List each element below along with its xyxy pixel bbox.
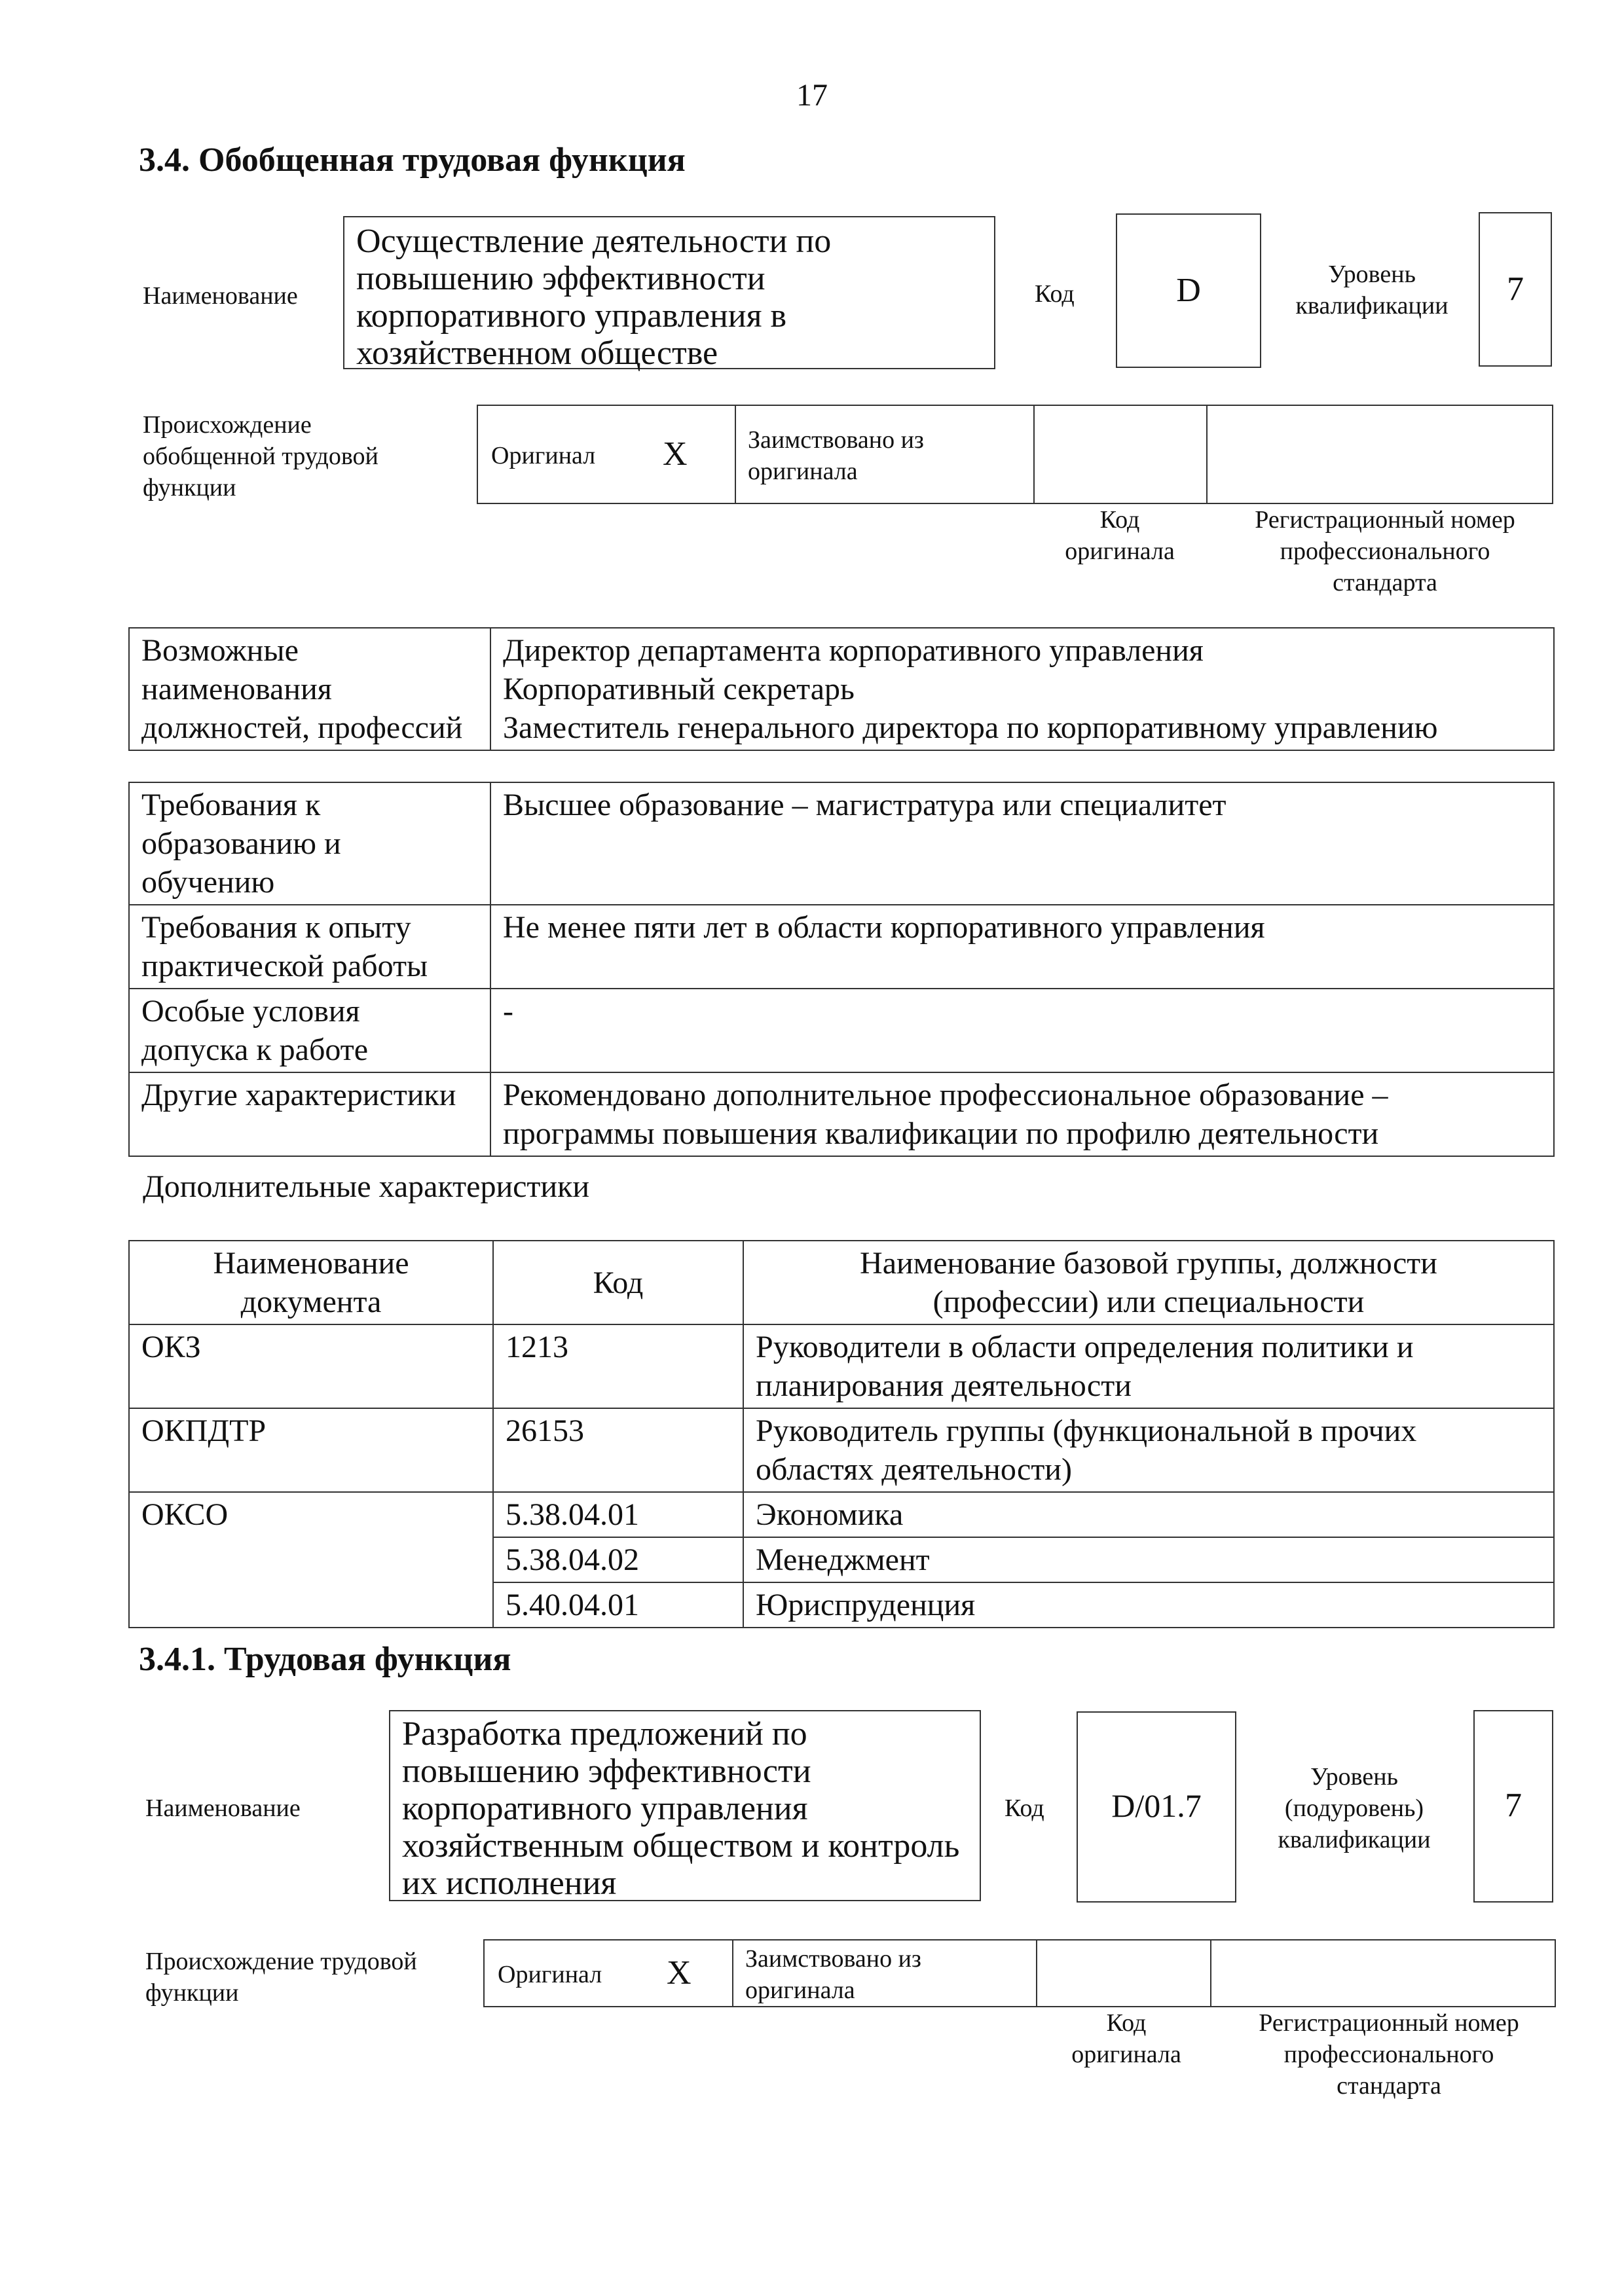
requirements-table <box>128 782 1555 1157</box>
function-name-line: повышению эффективности <box>356 260 766 297</box>
function-name-box <box>343 216 995 372</box>
original-mark: X <box>663 435 688 473</box>
value-line: Высшее образование – магистратура или специалитет <box>503 788 1227 822</box>
header-line: Наименование <box>213 1246 409 1281</box>
caption-line: Регистрационный номер <box>1259 2009 1519 2037</box>
table-row <box>129 1492 1554 1537</box>
label-line: образованию и <box>141 826 341 861</box>
name-line: Руководитель группы (функциональной в прочих <box>756 1413 1417 1448</box>
table-row <box>129 989 1554 1072</box>
caption-line: Код <box>1106 2009 1147 2037</box>
additional-table <box>128 1240 1555 1628</box>
level-label-line: Уровень <box>1328 261 1416 288</box>
table-row <box>129 1408 1554 1492</box>
header-code: Код <box>493 1241 743 1324</box>
original-mark: X <box>667 1954 692 1992</box>
table-header-row <box>129 1241 1554 1324</box>
name-label: Наименование <box>143 282 298 310</box>
position-item: Корпоративный секретарь <box>503 672 855 706</box>
caption-line: стандарта <box>1333 569 1437 596</box>
caption-line: оригинала <box>1071 2041 1181 2068</box>
level-label-line: Уровень <box>1310 1763 1398 1791</box>
sub-function-name-box <box>389 1710 981 1901</box>
sub-reg-number-caption <box>1222 2007 1556 2102</box>
positions-label <box>129 628 490 750</box>
borrowed-line: оригинала <box>748 458 858 485</box>
code-original-caption <box>1035 504 1205 567</box>
code-original-cell <box>1036 1941 1211 2006</box>
doc-cell: ОКЗ <box>129 1324 493 1408</box>
requirement-label <box>129 905 490 989</box>
sub-level-label <box>1256 1761 1452 1855</box>
original-label: Оригинал <box>498 1961 602 1988</box>
original-cell <box>478 406 736 503</box>
requirement-label <box>129 989 490 1072</box>
origin-label-line: Происхождение <box>143 411 312 439</box>
position-item: Директор департамента корпоративного управления <box>503 633 1204 668</box>
origin-label-line: функции <box>143 474 236 501</box>
value-line: - <box>503 994 513 1029</box>
label-line: Возможные <box>141 633 299 668</box>
code-value: D <box>1116 213 1261 368</box>
table-row <box>129 905 1554 989</box>
subsection-heading: 3.4.1. Трудовая функция <box>139 1641 511 1678</box>
caption-line: оригинала <box>1065 538 1175 565</box>
sub-code-label: Код <box>1005 1795 1044 1822</box>
sub-function-name-line: повышению эффективности <box>402 1753 811 1790</box>
code-original-cell <box>1033 406 1208 503</box>
level-label-line: квалификации <box>1295 292 1449 319</box>
label-line: Требования к опыту <box>141 910 411 945</box>
header-line: (профессии) или специальности <box>932 1285 1365 1319</box>
value-line: программы повышения квалификации по профилю деятельности <box>503 1116 1379 1151</box>
requirement-value <box>490 905 1554 989</box>
sub-function-name-line: хозяйственным обществом и контроль <box>402 1827 960 1865</box>
original-label: Оригинал <box>491 442 596 469</box>
code-cell: 26153 <box>493 1408 743 1492</box>
sub-name-label: Наименование <box>145 1795 301 1822</box>
value-line: Не менее пяти лет в области корпоративного управления <box>503 910 1265 945</box>
borrowed-line: оригинала <box>745 1977 855 2004</box>
label-line: должностей, профессий <box>141 710 463 745</box>
caption-line: профессионального <box>1280 538 1490 565</box>
value-line: Рекомендовано дополнительное профессиональное образование – <box>503 1078 1388 1112</box>
origin-box <box>477 405 1553 504</box>
label-line: практической работы <box>141 949 428 983</box>
label-line: обучению <box>141 865 275 900</box>
function-name-line: хозяйственном обществе <box>356 335 718 372</box>
section-heading: 3.4. Обобщенная трудовая функция <box>139 141 686 179</box>
requirement-label <box>129 782 490 905</box>
header-document <box>129 1241 493 1324</box>
sub-origin-label <box>145 1946 417 2009</box>
requirement-label <box>129 1072 490 1156</box>
doc-cell: ОКПДТР <box>129 1408 493 1492</box>
borrowed-line: Заимствовано из <box>748 426 924 454</box>
requirement-value <box>490 1072 1554 1156</box>
header-group <box>743 1241 1554 1324</box>
origin-label-line: функции <box>145 1979 239 2007</box>
code-cell: 1213 <box>493 1324 743 1408</box>
additional-title: Дополнительные характеристики <box>143 1169 590 1204</box>
code-cell: 5.40.04.01 <box>493 1582 743 1628</box>
original-cell <box>485 1941 733 2006</box>
sub-code-original-caption <box>1041 2007 1211 2070</box>
sub-level-value: 7 <box>1473 1710 1553 1903</box>
table-row <box>129 1324 1554 1408</box>
caption-line: стандарта <box>1337 2072 1441 2100</box>
code-cell: 5.38.04.02 <box>493 1537 743 1582</box>
level-label-line: квалификации <box>1278 1826 1431 1853</box>
caption-line: профессионального <box>1283 2041 1494 2068</box>
function-name-line: Осуществление деятельности по <box>356 223 832 260</box>
position-item: Заместитель генерального директора по корпоративному управлению <box>503 710 1438 745</box>
name-cell <box>743 1324 1554 1408</box>
label-line: Другие характеристики <box>141 1078 456 1112</box>
level-label <box>1277 259 1467 321</box>
label-line: Особые условия <box>141 994 360 1029</box>
header-line: Наименование базовой группы, должности <box>860 1246 1437 1281</box>
name-line: планирования деятельности <box>756 1368 1132 1403</box>
code-cell: 5.38.04.01 <box>493 1492 743 1537</box>
borrowed-label <box>745 1943 921 2006</box>
doc-cell: ОКСО <box>129 1492 493 1628</box>
origin-label-line: Происхождение трудовой <box>145 1948 417 1975</box>
label-line: допуска к работе <box>141 1032 369 1067</box>
name-cell: Юриспруденция <box>743 1582 1554 1628</box>
requirement-value <box>490 989 1554 1072</box>
origin-label <box>143 409 378 503</box>
borrowed-label <box>748 424 924 487</box>
origin-label-line: обобщенной трудовой <box>143 443 378 470</box>
reg-number-caption <box>1218 504 1552 598</box>
header-line: документа <box>240 1285 382 1319</box>
caption-line: Регистрационный номер <box>1255 506 1515 534</box>
table-row <box>129 782 1554 905</box>
level-label-line: (подуровень) <box>1284 1795 1424 1822</box>
caption-line: Код <box>1099 506 1140 534</box>
name-cell <box>743 1408 1554 1492</box>
table-row <box>129 628 1554 750</box>
name-line: областях деятельности) <box>756 1452 1072 1487</box>
label-line: наименования <box>141 672 332 706</box>
page-number: 17 <box>796 78 828 113</box>
sub-function-name-line: Разработка предложений по <box>402 1715 807 1753</box>
positions-table <box>128 627 1555 751</box>
function-name-line: корпоративного управления в <box>356 297 787 335</box>
code-label: Код <box>1035 280 1075 308</box>
name-line: Руководители в области определения политики и <box>756 1330 1414 1364</box>
sub-code-value: D/01.7 <box>1077 1711 1236 1903</box>
sub-origin-box <box>483 1939 1556 2007</box>
sub-function-name-line: их исполнения <box>402 1865 617 1902</box>
sub-function-name-line: корпоративного управления <box>402 1790 808 1827</box>
positions-values <box>490 628 1554 750</box>
table-row <box>129 1072 1554 1156</box>
name-cell: Экономика <box>743 1492 1554 1537</box>
borrowed-line: Заимствовано из <box>745 1945 921 1973</box>
requirement-value <box>490 782 1554 905</box>
name-cell: Менеджмент <box>743 1537 1554 1582</box>
level-value: 7 <box>1479 212 1552 367</box>
label-line: Требования к <box>141 788 321 822</box>
